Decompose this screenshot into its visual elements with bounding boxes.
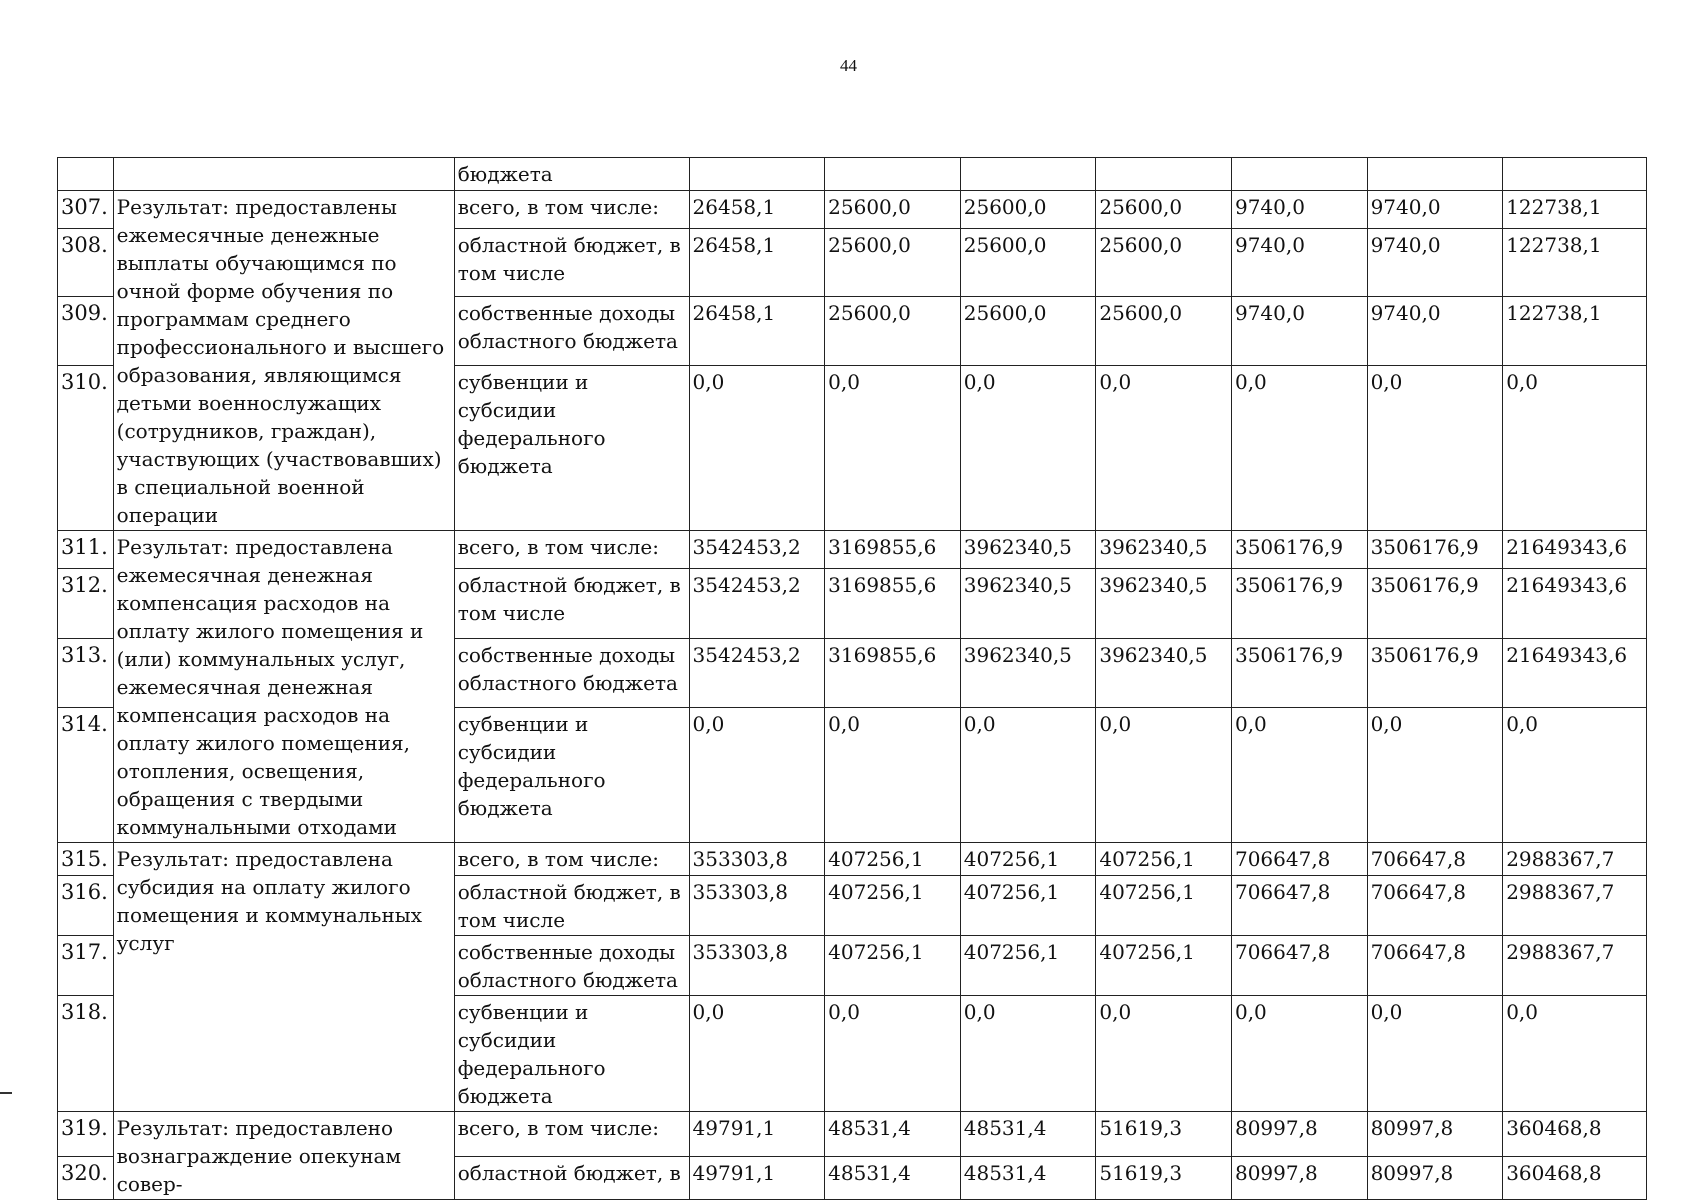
funding-source-cell: собственные доходы областного бюджета (454, 936, 689, 996)
value-cell: 80997,8 (1367, 1156, 1503, 1199)
value-cell: 407256,1 (960, 876, 1096, 936)
value-cell: 0,0 (960, 708, 1096, 843)
budget-table (57, 157, 1647, 1200)
row-number-cell: 317. (58, 936, 114, 996)
value-cell: 0,0 (1231, 996, 1367, 1112)
value-cell: 3169855,6 (825, 638, 961, 708)
value-cell (960, 158, 1096, 191)
funding-source-cell: бюджета (454, 158, 689, 191)
value-cell: 0,0 (825, 996, 961, 1112)
row-number-cell: 316. (58, 876, 114, 936)
value-cell: 9740,0 (1231, 297, 1367, 365)
result-cell: Результат: предоставлена ежемесячная денежная компенсация расходов на оплату жилого помещения и (или) коммунальных услуг, ежемесячная денежная компенсация расходов на оплату жилого помещения, отопления, освещения, обращения с твердыми коммунальными отходами (113, 531, 454, 843)
funding-source-cell: областной бюджет, в том числе (454, 569, 689, 639)
value-cell (689, 158, 825, 191)
result-cell: Результат: предоставлены ежемесячные денежные выплаты обучающимся по очной форме обучения по программам среднего профессионального и высшего образования, являющимся детьми военнослужащих (сотрудников, граждан), участвующих (участвовавших) в специальной военной операции (113, 191, 454, 531)
value-cell: 51619,3 (1096, 1112, 1232, 1157)
row-number-cell (58, 158, 114, 191)
value-cell: 51619,3 (1096, 1156, 1232, 1199)
row-number-cell: 320. (58, 1156, 114, 1199)
value-cell: 706647,8 (1231, 876, 1367, 936)
value-cell: 122738,1 (1503, 228, 1647, 296)
table-row-continuation (58, 158, 1647, 191)
value-cell: 0,0 (1367, 708, 1503, 843)
value-cell: 25600,0 (825, 297, 961, 365)
value-cell: 706647,8 (1231, 936, 1367, 996)
value-cell: 3542453,2 (689, 638, 825, 708)
value-cell: 80997,8 (1231, 1112, 1367, 1157)
row-number-cell: 313. (58, 638, 114, 708)
value-cell: 25600,0 (825, 228, 961, 296)
value-cell: 0,0 (1231, 365, 1367, 530)
value-cell: 407256,1 (960, 843, 1096, 876)
value-cell: 3506176,9 (1231, 531, 1367, 569)
value-cell: 0,0 (1096, 996, 1232, 1112)
row-number-cell: 315. (58, 843, 114, 876)
value-cell: 3962340,5 (1096, 638, 1232, 708)
value-cell: 3169855,6 (825, 569, 961, 639)
value-cell: 407256,1 (1096, 843, 1232, 876)
value-cell: 3542453,2 (689, 569, 825, 639)
value-cell: 25600,0 (1096, 228, 1232, 296)
value-cell (825, 158, 961, 191)
funding-source-cell: собственные доходы областного бюджета (454, 297, 689, 365)
value-cell: 3962340,5 (960, 531, 1096, 569)
value-cell: 353303,8 (689, 876, 825, 936)
value-cell: 2988367,7 (1503, 843, 1647, 876)
value-cell: 21649343,6 (1503, 531, 1647, 569)
value-cell: 407256,1 (825, 843, 961, 876)
value-cell: 48531,4 (825, 1156, 961, 1199)
funding-source-cell: субвенции и субсидии федерального бюджета (454, 708, 689, 843)
value-cell: 49791,1 (689, 1156, 825, 1199)
value-cell: 9740,0 (1231, 191, 1367, 229)
value-cell: 48531,4 (825, 1112, 961, 1157)
result-cell: Результат: предоставлено вознаграждение опекунам совер- (113, 1112, 454, 1200)
value-cell: 0,0 (1367, 365, 1503, 530)
value-cell: 407256,1 (1096, 876, 1232, 936)
value-cell: 25600,0 (960, 297, 1096, 365)
value-cell: 25600,0 (825, 191, 961, 229)
value-cell: 2988367,7 (1503, 876, 1647, 936)
value-cell: 0,0 (1503, 365, 1647, 530)
value-cell: 360468,8 (1503, 1156, 1647, 1199)
value-cell: 0,0 (1367, 996, 1503, 1112)
row-number-cell: 311. (58, 531, 114, 569)
value-cell: 122738,1 (1503, 191, 1647, 229)
value-cell: 3506176,9 (1231, 569, 1367, 639)
table-row (58, 191, 1647, 229)
value-cell: 360468,8 (1503, 1112, 1647, 1157)
funding-source-cell: областной бюджет, в (454, 1156, 689, 1199)
value-cell: 9740,0 (1367, 191, 1503, 229)
value-cell: 48531,4 (960, 1112, 1096, 1157)
row-number-cell: 318. (58, 996, 114, 1112)
value-cell: 25600,0 (960, 191, 1096, 229)
funding-source-cell: областной бюджет, в том числе (454, 876, 689, 936)
funding-source-cell: собственные доходы областного бюджета (454, 638, 689, 708)
value-cell: 26458,1 (689, 228, 825, 296)
value-cell: 3542453,2 (689, 531, 825, 569)
value-cell: 49791,1 (689, 1112, 825, 1157)
value-cell: 25600,0 (1096, 297, 1232, 365)
value-cell: 80997,8 (1231, 1156, 1367, 1199)
funding-source-cell: субвенции и субсидии федерального бюджета (454, 365, 689, 530)
value-cell: 407256,1 (825, 936, 961, 996)
value-cell: 706647,8 (1367, 876, 1503, 936)
value-cell (1503, 158, 1647, 191)
funding-source-cell: всего, в том числе: (454, 191, 689, 229)
row-number-cell: 307. (58, 191, 114, 229)
value-cell: 26458,1 (689, 297, 825, 365)
row-number-cell: 310. (58, 365, 114, 530)
value-cell: 25600,0 (960, 228, 1096, 296)
value-cell: 21649343,6 (1503, 569, 1647, 639)
value-cell: 3506176,9 (1231, 638, 1367, 708)
value-cell: 3962340,5 (960, 569, 1096, 639)
value-cell: 3169855,6 (825, 531, 961, 569)
funding-source-cell: всего, в том числе: (454, 1112, 689, 1157)
row-number-cell: 314. (58, 708, 114, 843)
value-cell: 3506176,9 (1367, 531, 1503, 569)
value-cell: 0,0 (960, 996, 1096, 1112)
row-number-cell: 309. (58, 297, 114, 365)
row-number-cell: 308. (58, 228, 114, 296)
value-cell: 9740,0 (1367, 297, 1503, 365)
value-cell: 0,0 (689, 708, 825, 843)
value-cell: 706647,8 (1231, 843, 1367, 876)
value-cell: 80997,8 (1367, 1112, 1503, 1157)
value-cell: 407256,1 (960, 936, 1096, 996)
value-cell: 0,0 (1096, 708, 1232, 843)
value-cell: 353303,8 (689, 843, 825, 876)
value-cell (1231, 158, 1367, 191)
value-cell: 407256,1 (1096, 936, 1232, 996)
value-cell: 0,0 (689, 996, 825, 1112)
table-row (58, 1112, 1647, 1157)
value-cell: 0,0 (1231, 708, 1367, 843)
value-cell: 26458,1 (689, 191, 825, 229)
value-cell: 706647,8 (1367, 936, 1503, 996)
value-cell: 48531,4 (960, 1156, 1096, 1199)
funding-source-cell: всего, в том числе: (454, 843, 689, 876)
value-cell: 0,0 (1503, 708, 1647, 843)
value-cell: 9740,0 (1367, 228, 1503, 296)
value-cell: 706647,8 (1367, 843, 1503, 876)
value-cell (1367, 158, 1503, 191)
value-cell: 21649343,6 (1503, 638, 1647, 708)
value-cell: 3506176,9 (1367, 569, 1503, 639)
result-cell (113, 158, 454, 191)
value-cell: 9740,0 (1231, 228, 1367, 296)
funding-source-cell: областной бюджет, в том числе (454, 228, 689, 296)
funding-source-cell: субвенции и субсидии федерального бюджета (454, 996, 689, 1112)
value-cell: 0,0 (1503, 996, 1647, 1112)
table-body (58, 158, 1647, 1200)
value-cell: 122738,1 (1503, 297, 1647, 365)
value-cell: 0,0 (1096, 365, 1232, 530)
value-cell: 2988367,7 (1503, 936, 1647, 996)
value-cell: 3962340,5 (960, 638, 1096, 708)
value-cell: 25600,0 (1096, 191, 1232, 229)
row-number-cell: 312. (58, 569, 114, 639)
margin-mark (0, 1092, 12, 1094)
value-cell: 0,0 (960, 365, 1096, 530)
value-cell: 0,0 (689, 365, 825, 530)
value-cell: 353303,8 (689, 936, 825, 996)
value-cell: 3962340,5 (1096, 531, 1232, 569)
table-row (58, 531, 1647, 569)
row-number-cell: 319. (58, 1112, 114, 1157)
value-cell: 0,0 (825, 708, 961, 843)
value-cell: 3506176,9 (1367, 638, 1503, 708)
page-number: 44 (840, 56, 857, 75)
result-cell: Результат: предоставлена субсидия на оплату жилого помещения и коммунальных услуг (113, 843, 454, 1112)
value-cell (1096, 158, 1232, 191)
value-cell: 0,0 (825, 365, 961, 530)
table-row (58, 843, 1647, 876)
funding-source-cell: всего, в том числе: (454, 531, 689, 569)
value-cell: 3962340,5 (1096, 569, 1232, 639)
value-cell: 407256,1 (825, 876, 961, 936)
